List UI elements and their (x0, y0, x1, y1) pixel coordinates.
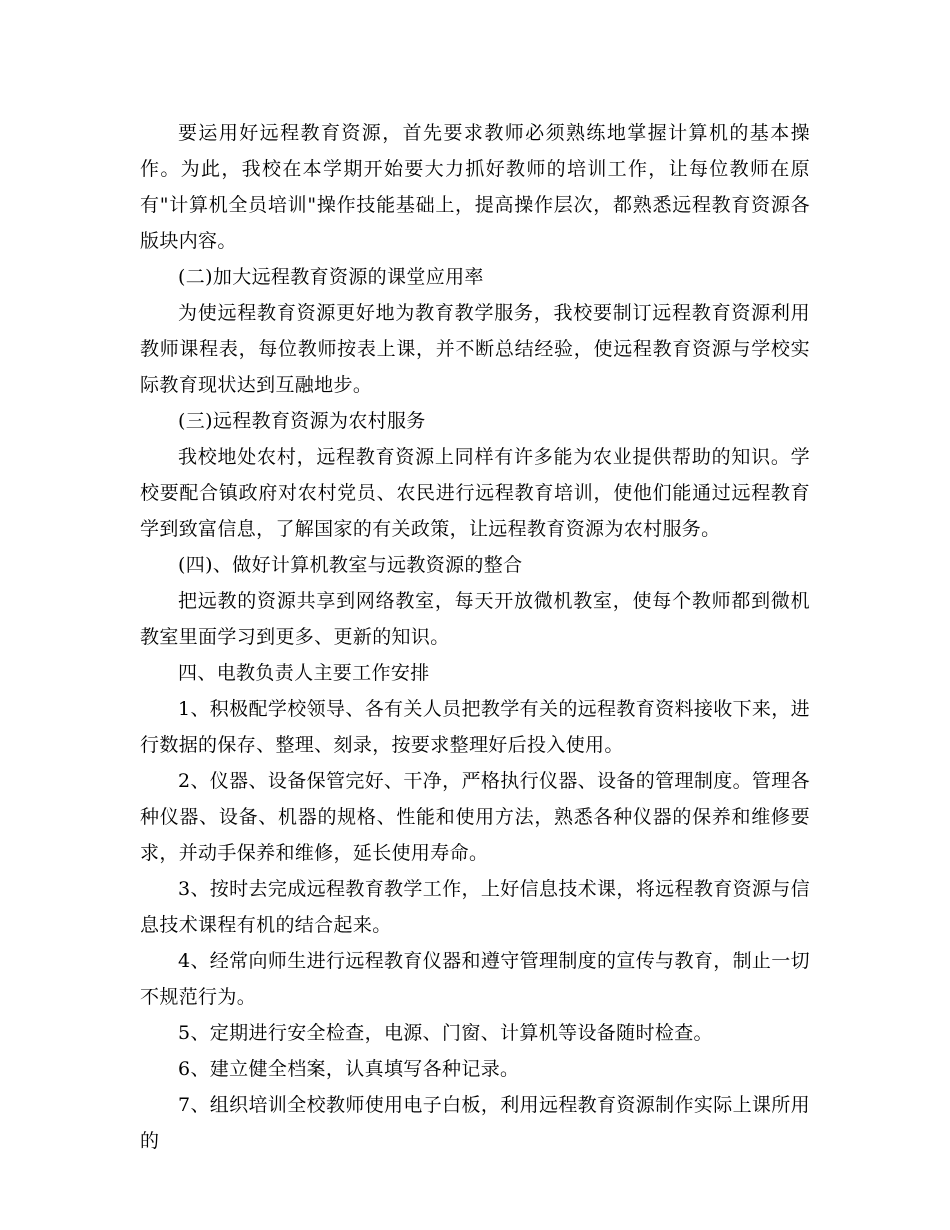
paragraph-2: 为使远程教育资源更好地为教育教学服务，我校要制订远程教育资源利用教师课程表，每位教师按表上课，并不断总结经验，使远程教育资源与学校实际教育现状达到互融地步。 (140, 302, 810, 396)
list-item-3: 3、按时去完成远程教育教学工作，上好信息技术课，将远程教育资源与信息技术课程有机的结合起来。 (140, 878, 810, 936)
section-heading-duties: 四、电教负责人主要工作安排 (178, 662, 430, 684)
body-text (140, 115, 810, 1159)
list-item-6: 6、建立健全档案，认真填写各种记录。 (178, 1058, 520, 1080)
list-item-1: 1、积极配学校领导、各有关人员把教学有关的远程教育资料接收下来，进行数据的保存、整理、刻录，按要求整理好后投入使用。 (140, 698, 810, 756)
section-heading-2: (二)加大远程教育资源的课堂应用率 (178, 266, 484, 288)
list-item-7: 7、组织培训全校教师使用电子白板，利用远程教育资源制作实际上课所用的 (140, 1094, 810, 1152)
paragraph-3: 我校地处农村，远程教育资源上同样有许多能为农业提供帮助的知识。学校要配合镇政府对农村党员、农民进行远程教育培训，使他们能通过远程教育学到致富信息，了解国家的有关政策，让远程教育资源为农村服务。 (140, 446, 810, 540)
paragraph-1: 要运用好远程教育资源，首先要求教师必须熟练地掌握计算机的基本操作。为此，我校在本学期开始要大力抓好教师的培训工作，让每位教师在原有"计算机全员培训"操作技能基础上，提高操作层次，都熟悉远程教育资源各版块内容。 (140, 122, 810, 252)
paragraph-4: 把远教的资源共享到网络教室，每天开放微机教室，使每个教师都到微机教室里面学习到更多、更新的知识。 (140, 590, 810, 648)
list-item-5: 5、定期进行安全检查，电源、门窗、计算机等设备随时检查。 (178, 1022, 713, 1044)
section-heading-4: (四)、做好计算机教室与远教资源的整合 (178, 554, 523, 576)
list-item-2: 2、仪器、设备保管完好、干净，严格执行仪器、设备的管理制度。管理各种仪器、设备、机器的规格、性能和使用方法，熟悉各种仪器的保养和维修要求，并动手保养和维修，延长使用寿命。 (140, 770, 810, 864)
list-item-4: 4、经常向师生进行远程教育仪器和遵守管理制度的宣传与教育，制止一切不规范行为。 (140, 950, 810, 1008)
section-heading-3: (三)远程教育资源为农村服务 (178, 410, 426, 432)
